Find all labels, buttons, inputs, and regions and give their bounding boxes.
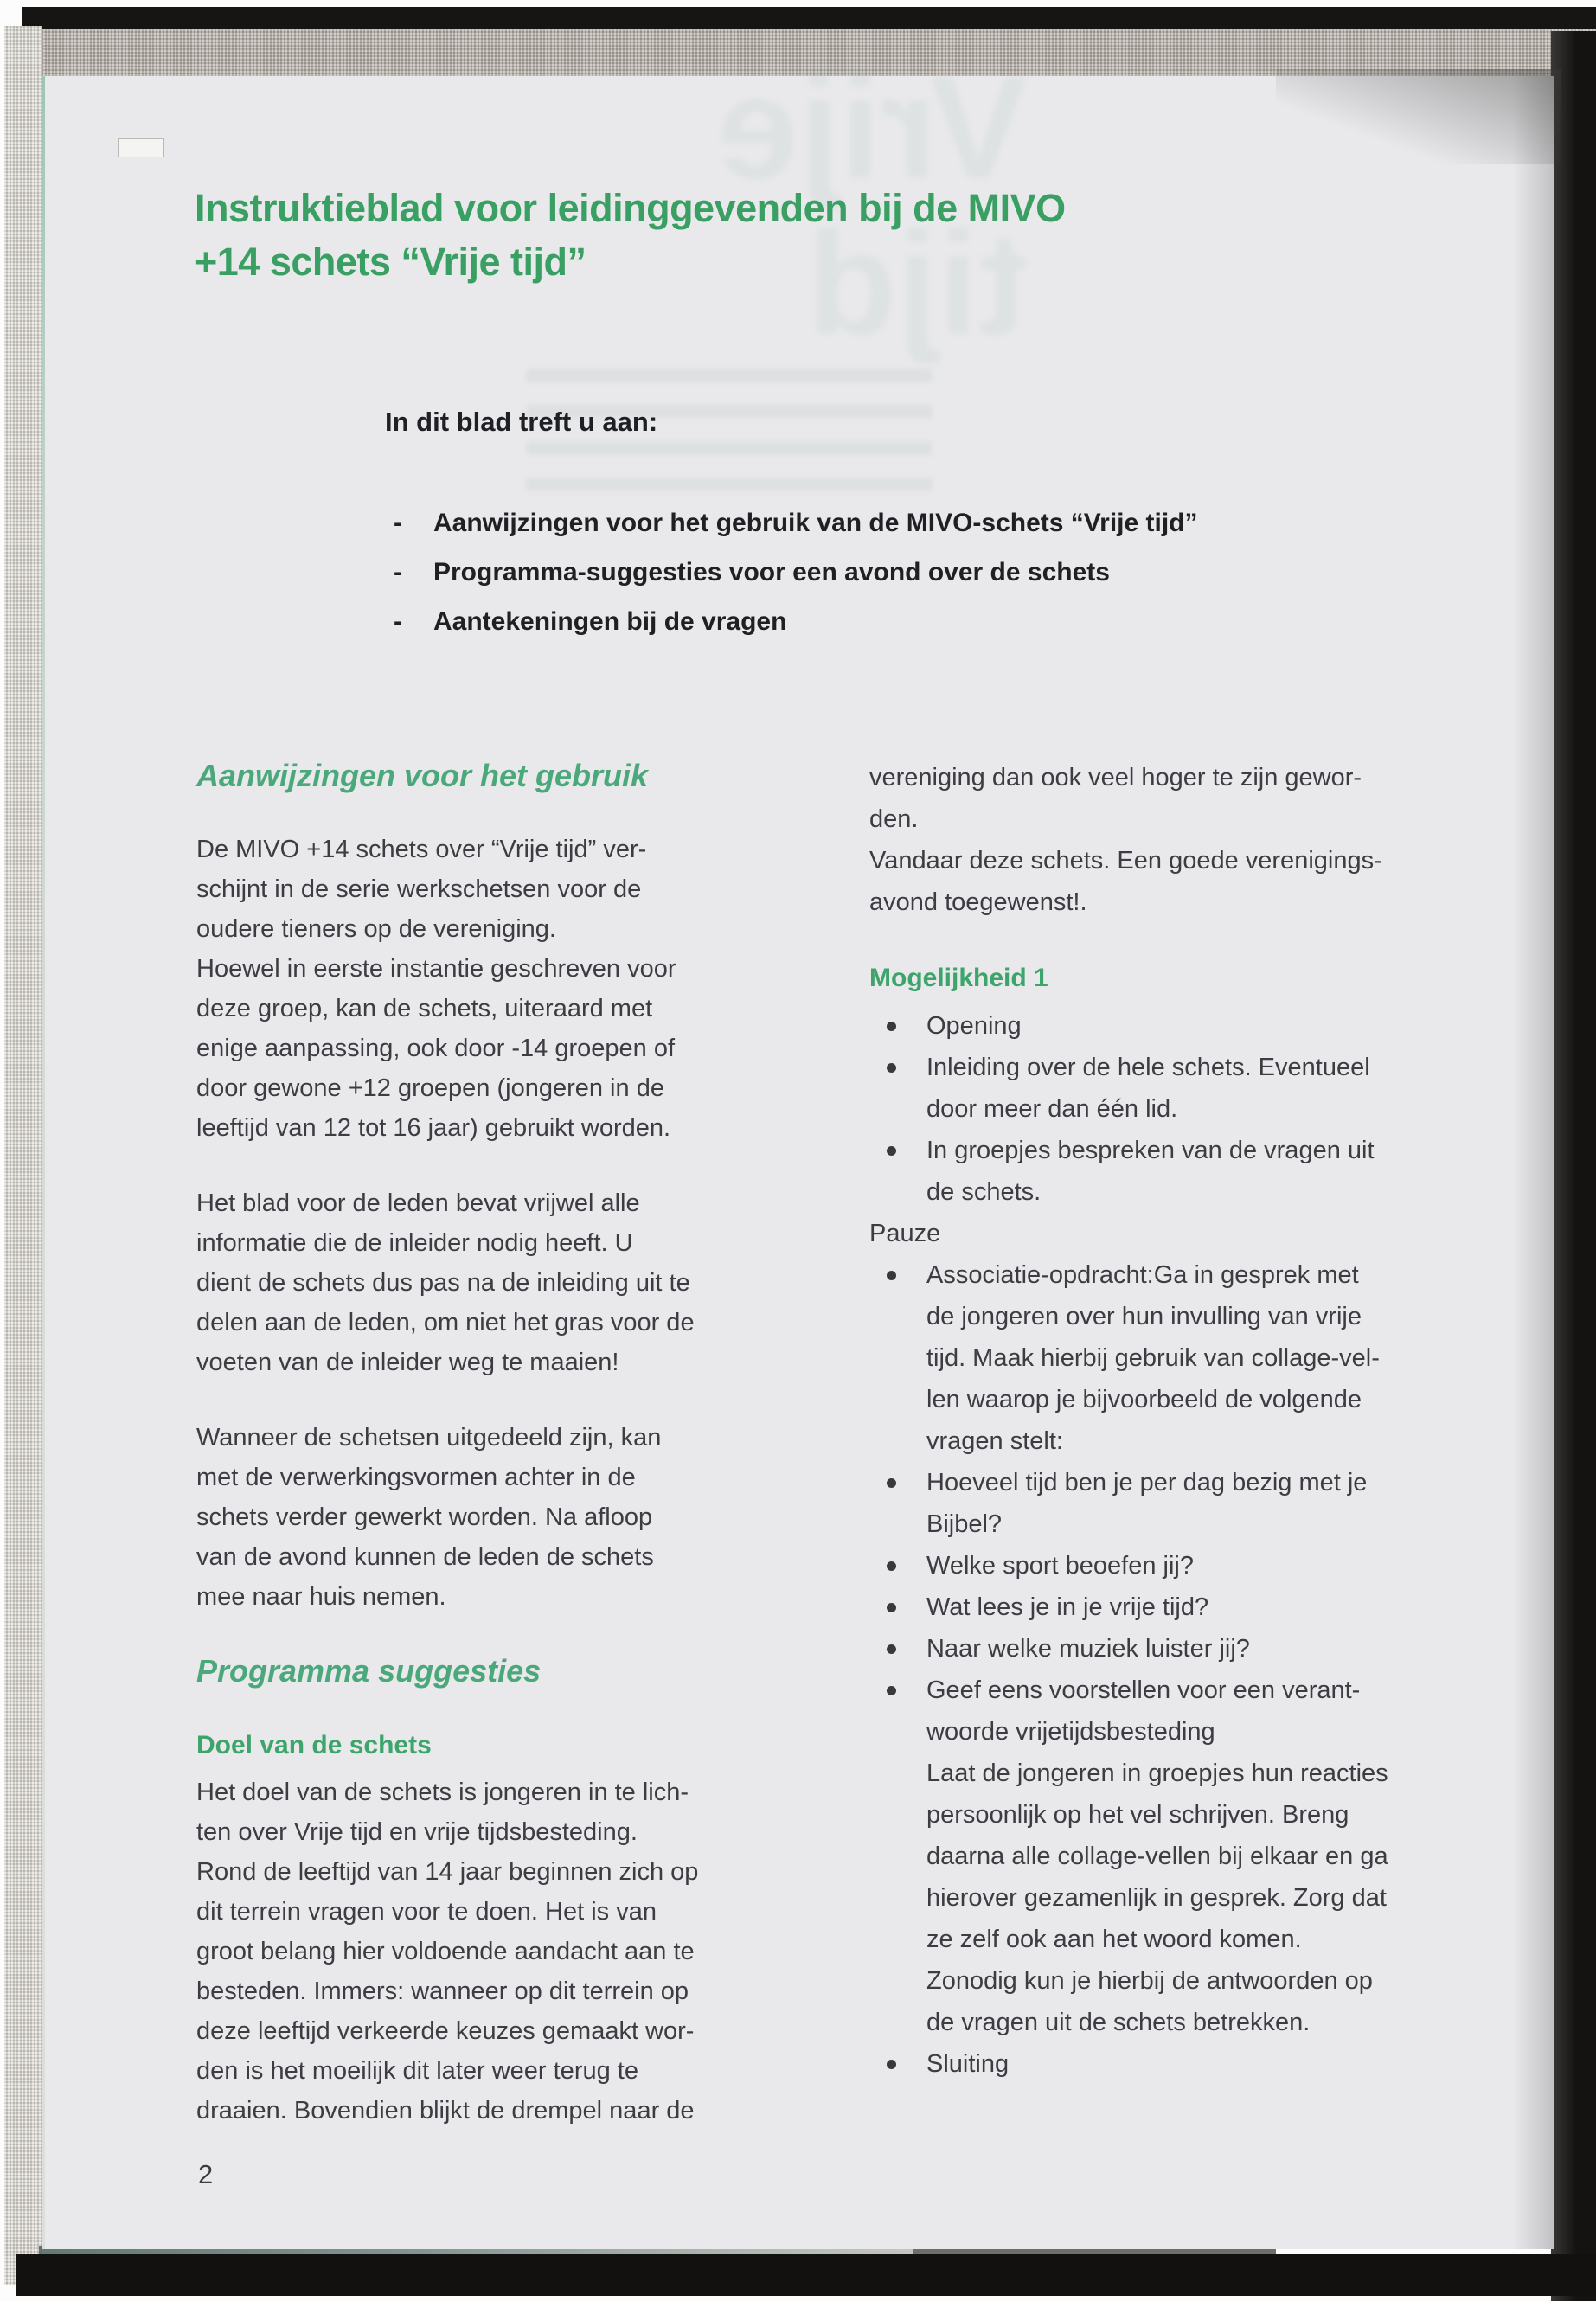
document-page	[42, 46, 1554, 2249]
text-line: de vragen uit de schets betrekken.	[926, 2009, 1311, 2036]
program-question	[869, 1545, 1492, 1586]
text-line: de jongeren over hun invulling van vrije	[926, 1303, 1362, 1330]
subheading-mogelijkheid-1	[869, 962, 1492, 995]
program-step-continuation	[869, 1753, 1492, 2043]
bullet-icon	[887, 2060, 896, 2069]
paragraph	[869, 757, 1492, 923]
dash-marker-icon: -	[394, 509, 402, 537]
text-line: woorde vrijetijdsbesteding	[926, 1718, 1215, 1746]
intro-list-item	[394, 548, 1449, 597]
text-line: delen aan de leden, om niet het gras voor de	[196, 1309, 695, 1336]
page-number: 2	[198, 2159, 214, 2189]
intro-list	[394, 498, 1449, 646]
paragraph	[196, 1418, 793, 1617]
text-line: Wanneer de schetsen uitgedeeld zijn, kan	[196, 1424, 662, 1452]
text-line: schets verder gewerkt worden. Na afloop	[196, 1503, 653, 1531]
section-heading-aanwijzingen	[196, 757, 793, 795]
left-column	[196, 757, 793, 2166]
scan-corner-shadow	[1276, 69, 1561, 164]
program-pauze	[869, 1213, 1492, 1254]
text-line: den.	[869, 805, 919, 833]
text-line: tijd. Maak hierbij gebruik van collage-vel-	[926, 1344, 1380, 1372]
book-dark-right-edge	[1551, 31, 1596, 2301]
text-line: door meer dan één lid.	[926, 1095, 1178, 1123]
text-line: Bijbel?	[926, 1510, 1003, 1538]
text-line: mee naar huis nemen.	[196, 1583, 446, 1611]
text-line: schijnt in de serie werkschetsen voor de	[196, 875, 642, 903]
text-line: dient de schets dus pas na de inleiding uit te	[196, 1269, 690, 1297]
text: Aantekeningen bij de vragen	[433, 607, 787, 636]
dash-marker-icon: -	[394, 558, 402, 586]
text-line: Zonodig kun je hierbij de antwoorden op	[926, 1967, 1373, 1995]
text-line: den is het moeilijk dit later weer terug te	[196, 2057, 638, 2085]
text-line: De MIVO +14 schets over “Vrije tijd” ver-	[196, 836, 647, 863]
program-question	[869, 1586, 1492, 1628]
text-line: Rond de leeftijd van 14 jaar beginnen zich op	[196, 1858, 699, 1886]
intro-heading: In dit blad treft u aan:	[385, 407, 658, 437]
program-step	[869, 1047, 1492, 1130]
text-line: Hoewel in eerste instantie geschreven voor	[196, 955, 676, 983]
page-title	[195, 182, 1492, 289]
text-line: door gewone +12 groepen (jongeren in de	[196, 1074, 664, 1102]
section-heading-programma	[196, 1652, 793, 1690]
program-step	[869, 1005, 1492, 1047]
bullet-icon	[887, 1561, 896, 1571]
text-line: Inleiding over de hele schets. Eventueel	[926, 1054, 1370, 1081]
text-line: Geef eens voorstellen voor een verant-	[926, 1676, 1361, 1704]
bullet-icon	[887, 1686, 896, 1695]
text-line: hierover gezamenlijk in gesprek. Zorg dat	[926, 1884, 1387, 1912]
program-question	[869, 1462, 1492, 1545]
text-line: avond toegewenst!.	[869, 888, 1087, 916]
bullet-icon	[887, 1603, 896, 1612]
program-step	[869, 1254, 1492, 1462]
bullet-icon	[887, 1271, 896, 1280]
text-line: draaien. Bovendien blijkt de drempel naar de	[196, 2097, 695, 2125]
text-line: besteden. Immers: wanneer op dit terrein op	[196, 1977, 689, 2005]
text: Doel van de schets	[196, 1731, 432, 1759]
page-left-edge-line	[42, 76, 45, 2249]
text-line: Het blad voor de leden bevat vrijwel alle	[196, 1189, 640, 1217]
text-line: Pauze	[869, 1220, 941, 1247]
text-line: persoonlijk op het vel schrijven. Breng	[926, 1801, 1349, 1829]
text-line: Associatie-opdracht:Ga in gesprek met	[926, 1261, 1359, 1289]
program-question	[869, 1670, 1492, 1753]
text-line: Hoeveel tijd ben je per dag bezig met je	[926, 1469, 1368, 1497]
text: Mogelijkheid 1	[869, 964, 1048, 992]
book-dark-bottom-edge	[16, 2254, 1596, 2296]
text-line: Opening	[926, 1012, 1022, 1040]
text: Aanwijzingen voor het gebruik van de MIVO-schets “Vrije tijd”	[433, 509, 1198, 537]
text-line: Het doel van de schets is jongeren in te lich-	[196, 1779, 689, 1806]
text-line: Welke sport beoefen jij?	[926, 1552, 1194, 1580]
bullet-icon	[887, 1644, 896, 1654]
program-step	[869, 1130, 1492, 1213]
text-line: informatie die de inleider nodig heeft. U	[196, 1229, 633, 1257]
text-line: len waarop je bijvoorbeeld de volgende	[926, 1386, 1362, 1413]
right-column	[869, 757, 1492, 2085]
dash-marker-icon: -	[394, 607, 402, 636]
text-line: ze zelf ook aan het woord komen.	[926, 1926, 1302, 1953]
text-line: Naar welke muziek luister jij?	[926, 1635, 1250, 1663]
page-title-line-2: +14 schets “Vrije tijd”	[195, 240, 586, 284]
bullet-icon	[887, 1022, 896, 1031]
showthrough-ghost-text: Vrije tijd	[716, 46, 1028, 366]
intro-list-item	[394, 498, 1449, 548]
book-cloth-left	[4, 26, 42, 2285]
paragraph	[196, 1183, 793, 1382]
text-line: deze groep, kan de schets, uiteraard met	[196, 995, 653, 1022]
text-line: vragen stelt:	[926, 1427, 1063, 1455]
text-line: Sluiting	[926, 2050, 1010, 2078]
bullet-icon	[887, 1063, 896, 1073]
text-line: met de verwerkingsvormen achter in de	[196, 1464, 636, 1491]
subheading-doel	[196, 1729, 793, 1762]
bullet-icon	[887, 1478, 896, 1488]
text-line: Wat lees je in je vrije tijd?	[926, 1593, 1209, 1621]
text: Aanwijzingen voor het gebruik	[196, 758, 649, 793]
text-line: enige aanpassing, ook door -14 groepen of	[196, 1035, 676, 1062]
text-line: In groepjes bespreken van de vragen uit	[926, 1137, 1375, 1164]
text-line: van de avond kunnen de leden de schets	[196, 1543, 654, 1571]
text-line: Laat de jongeren in groepjes hun reacties	[926, 1759, 1388, 1787]
paragraph	[196, 830, 793, 1148]
text: Programma-suggesties voor een avond over de schets	[433, 558, 1110, 586]
text-line: dit terrein vragen voor te doen. Het is van	[196, 1898, 657, 1926]
text-line: voeten van de inleider weg te maaien!	[196, 1349, 619, 1376]
intro-list-item	[394, 597, 1449, 646]
program-question	[869, 1628, 1492, 1670]
text-line: groot belang hier voldoende aandacht aan te	[196, 1938, 695, 1965]
text-line: vereniging dan ook veel hoger te zijn gewor-	[869, 764, 1362, 792]
text: Programma suggesties	[196, 1653, 542, 1689]
text-line: de schets.	[926, 1178, 1042, 1206]
text-line: leeftijd van 12 tot 16 jaar) gebruikt worden.	[196, 1114, 671, 1142]
text-line: deze leeftijd verkeerde keuzes gemaakt wor-	[196, 2017, 695, 2045]
text-line: daarna alle collage-vellen bij elkaar en ga	[926, 1843, 1388, 1870]
text-line: Vandaar deze schets. Een goede verenigings-	[869, 847, 1382, 875]
text-line: oudere tieners op de vereniging.	[196, 915, 556, 943]
page-corner-label	[118, 138, 164, 157]
page-title-line-1: Instruktieblad voor leidinggevenden bij de MIVO	[195, 186, 1066, 230]
bullet-icon	[887, 1146, 896, 1156]
paragraph	[196, 1772, 793, 2131]
program-step	[869, 2043, 1492, 2085]
text-line: ten over Vrije tijd en vrije tijdsbesteding.	[196, 1818, 638, 1846]
